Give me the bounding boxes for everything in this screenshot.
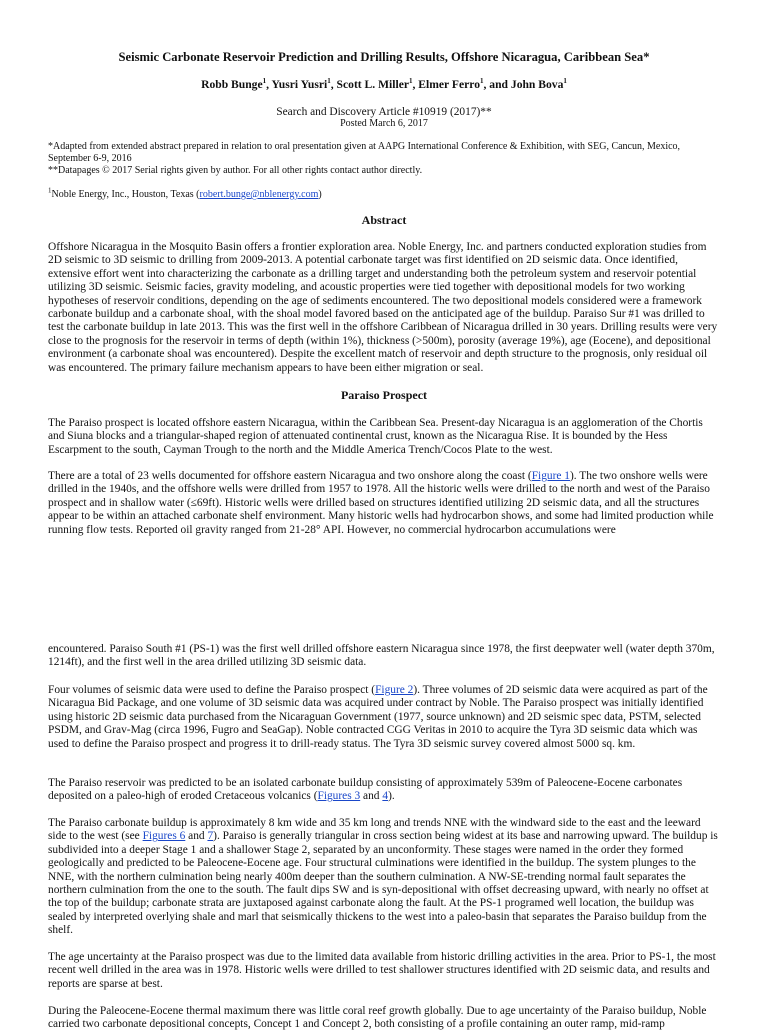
author: Elmer Ferro	[418, 78, 480, 91]
paragraph-thermal-maximum: During the Paleocene-Eocene thermal maximum there was little coral reef growth globally. Due to age uncertainty of the Paraiso buildup, Noble carried two carbonate depositional concepts, Concept 1 and Concept 2, both consisting of a profile containing an outer ramp, mid-ramp	[48, 1005, 707, 1031]
paragraph-buildup	[48, 817, 720, 938]
affiliation-mark: 1	[48, 186, 52, 195]
text-run: The Paraiso carbonate buildup is approximately 8 km wide and 35 km long and trends NNE with the windward side to the east and the leeward side to the west (see	[48, 817, 701, 843]
paragraph-location: The Paraiso prospect is located offshore eastern Nicaragua, within the Caribbean Sea. Present-day Nicaragua is an agglomeration of the Chortis and Siuna blocks and a triangular-shaped region of attenuated continental crust, known as the Nicaragua Rise. It is bounded by the Hess Escarpment to the south, Cayman Trough to the north and the Middle America Trench/Cocos Plate to the west.	[48, 417, 703, 456]
author-email-link[interactable]: robert.bunge@nblenergy.com	[199, 189, 319, 200]
figure-2-link[interactable]: Figure 2	[375, 684, 414, 696]
figure-3-link[interactable]: Figures 3	[317, 790, 361, 803]
affiliation	[48, 186, 720, 201]
paragraph-ps1: encountered. Paraiso South #1 (PS-1) was the first well drilled offshore eastern Nicaragua since 1978, the first deepwater well (water depth 370m, 1214ft), and the first well in the area drilled utilizing 3D seismic data.	[48, 643, 715, 669]
figure-7-link[interactable]: 7	[207, 830, 214, 843]
author-separator: , and	[483, 78, 511, 91]
text-run: Four volumes of seismic data were used to define the Paraiso prospect (	[48, 684, 376, 696]
author-list	[48, 78, 720, 91]
posted-date: Posted March 6, 2017	[340, 118, 428, 129]
author-affiliation-mark: 1	[409, 77, 413, 86]
author: Robb Bunge	[201, 78, 263, 91]
author: Scott L. Miller	[336, 78, 409, 91]
adapted-note: *Adapted from extended abstract prepared in relation to oral presentation given at AAPG International Conference & Exhibition, with SEG, Cancun, Mexico, September 6-9, 2016	[48, 141, 681, 164]
section-heading-paraiso: Paraiso Prospect	[340, 388, 428, 402]
abstract-heading: Abstract	[361, 213, 407, 227]
text-run: ). Three volumes of 2D seismic data were acquired as part of the Nicaragua Bid Package, and one volume of 3D seismic data was acquired under contract by Noble. The Paraiso prospect was initially identified using historic 2D seismic data purchased from the Nicaraguan Government (1977, source unknown) and 2D seismic spec data, PSTM, selected PSDM, and Grav-Mag (circa 1996, Fugro and SeaGap). Noble contracted CGG Veritas in 2010 to acquire the Tyra 3D seismic data which was used to define the Paraiso prospect and progress it to drill-ready status. The Tyra 3D seismic survey covered almost 5000 sq. km.	[48, 684, 708, 750]
figure-4-link[interactable]: 4	[382, 790, 389, 803]
affiliation-close: )	[318, 189, 322, 200]
author-affiliation-mark: 1	[327, 77, 331, 86]
paper-title: Seismic Carbonate Reservoir Prediction and Drilling Results, Offshore Nicaragua, Caribbean Sea*	[118, 50, 650, 64]
article-reference: Search and Discovery Article #10919 (2017)**	[276, 106, 492, 118]
paragraph-seismic-volumes	[48, 684, 720, 751]
author-affiliation-mark: 1	[563, 77, 567, 86]
paragraph-reservoir	[48, 777, 720, 804]
affiliation-text: Noble Energy, Inc., Houston, Texas (	[51, 189, 200, 200]
author-affiliation-mark: 1	[262, 77, 267, 86]
datapages-note: **Datapages © 2017 Serial rights given by author. For all other rights contact author directly.	[48, 165, 423, 176]
figure-6-link[interactable]: Figures 6	[142, 830, 186, 843]
text-run: ). Paraiso is generally triangular in cross section being widest at its base and narrowing upward. The buildup is subdivided into a deeper Stage 1 and a shallower Stage 2, separated by an unconformity. These stages were named in the order they formed geologically and predicted to be Paleocene-Eocene age. Four structural culminations were identified in the buildup. The system plunges to the NNE, with the northern culmination being nearly 400m deeper than the southern culmination. A NW-SE-trending normal fault separates the northern culmination from the one to the south. The fault dips SW and is syn-depositional with offset decreasing upward, with nearly no offset at the top of the buildup; carbonate strata are juxtaposed against carbonate along the fault. At the PS-1 programed well location, the buildup was sealed by interpreted overlying shale and marl that seismically thickens to the west into a paleo-basin that separates the Paraiso buildup from the shelf.	[48, 830, 718, 937]
paragraph-age-uncertainty: The age uncertainty at the Paraiso prospect was due to the limited data available from historic drilling activities in the area. Prior to PS-1, the most recent well drilled in the area was in 1978. Historic wells were drilled to test shallower structures identified with 2D seismic data, and results and reports are sparse at best.	[48, 951, 716, 990]
abstract-paragraph: Offshore Nicaragua in the Mosquito Basin offers a frontier exploration area. Noble Energy, Inc. and partners conducted exploration studies from 2D seismic to 3D seismic to drilling from 2009-2013. A potential carbonate target was first identified on 2D seismic data. Once identified, extensive effort went into characterizing the carbonate as a drilling target and understanding both the petroleum system and reservoir potential utilizing 3D seismic. Seismic facies, gravity modeling, and acoustic properties were tied together with depositional models for two working hypotheses of reservoir conditions, depending on the age of sediments encountered. The two depositional models considered were a framework carbonate buildup and a carbonate shoal, with the shoal model favored based on the anticipated age of the buildup. Paraiso Sur #1 was drilled to test the carbonate buildup in late 2013. This was the first well in the offshore Caribbean of Nicaragua drilled in 30 years. Drilling results were very close to the prognosis for the reservoir in terms of depth (within 1%), thickness (>500m), porosity (average 19%), age (Eocene), and depositional environment (a carbonate shoal was encountered). Despite the excellent match of reservoir and depth structure to the prognosis, only residual oil was encountered. The primary failure mechanism appears to have been either migration or seal.	[48, 241, 718, 374]
author: Yusri Yusri	[271, 78, 328, 91]
author-separator: ,	[330, 78, 337, 91]
paragraph-wells	[48, 470, 720, 537]
figure-1-link[interactable]: Figure 1	[531, 470, 571, 482]
author: John Bova	[510, 78, 564, 91]
text-run: The Paraiso reservoir was predicted to be an isolated carbonate buildup consisting of approximately 539m of Paleocene-Eocene carbonates deposited on a paleo-high of eroded Cretaceous volcanics (	[48, 777, 683, 803]
author-separator: ,	[266, 78, 272, 91]
author-separator: ,	[412, 78, 419, 91]
text-run: and	[360, 790, 383, 803]
text-run: and	[185, 830, 208, 843]
text-run: There are a total of 23 wells documented for offshore eastern Nicaragua and two onshore along the coast (	[48, 470, 532, 482]
text-run: ).	[388, 790, 395, 803]
text-run: ). The two onshore wells were drilled in the 1940s, and the offshore wells were drilled from 1957 to 1978. All the historic wells were drilled to the north and west of the Paraiso prospect and in shallow water (≤69ft). Historic wells were drilled based on structures identified utilizing 2D seismic data, and all the structures appear to be within an attached carbonate shelf environment. Many historic wells had hydrocarbon shows, and some had limited production while running flow tests. Reported oil gravity ranged from 21-28° API. However, no commercial hydrocarbon accumulations were	[48, 470, 714, 536]
author-affiliation-mark: 1	[480, 77, 484, 86]
